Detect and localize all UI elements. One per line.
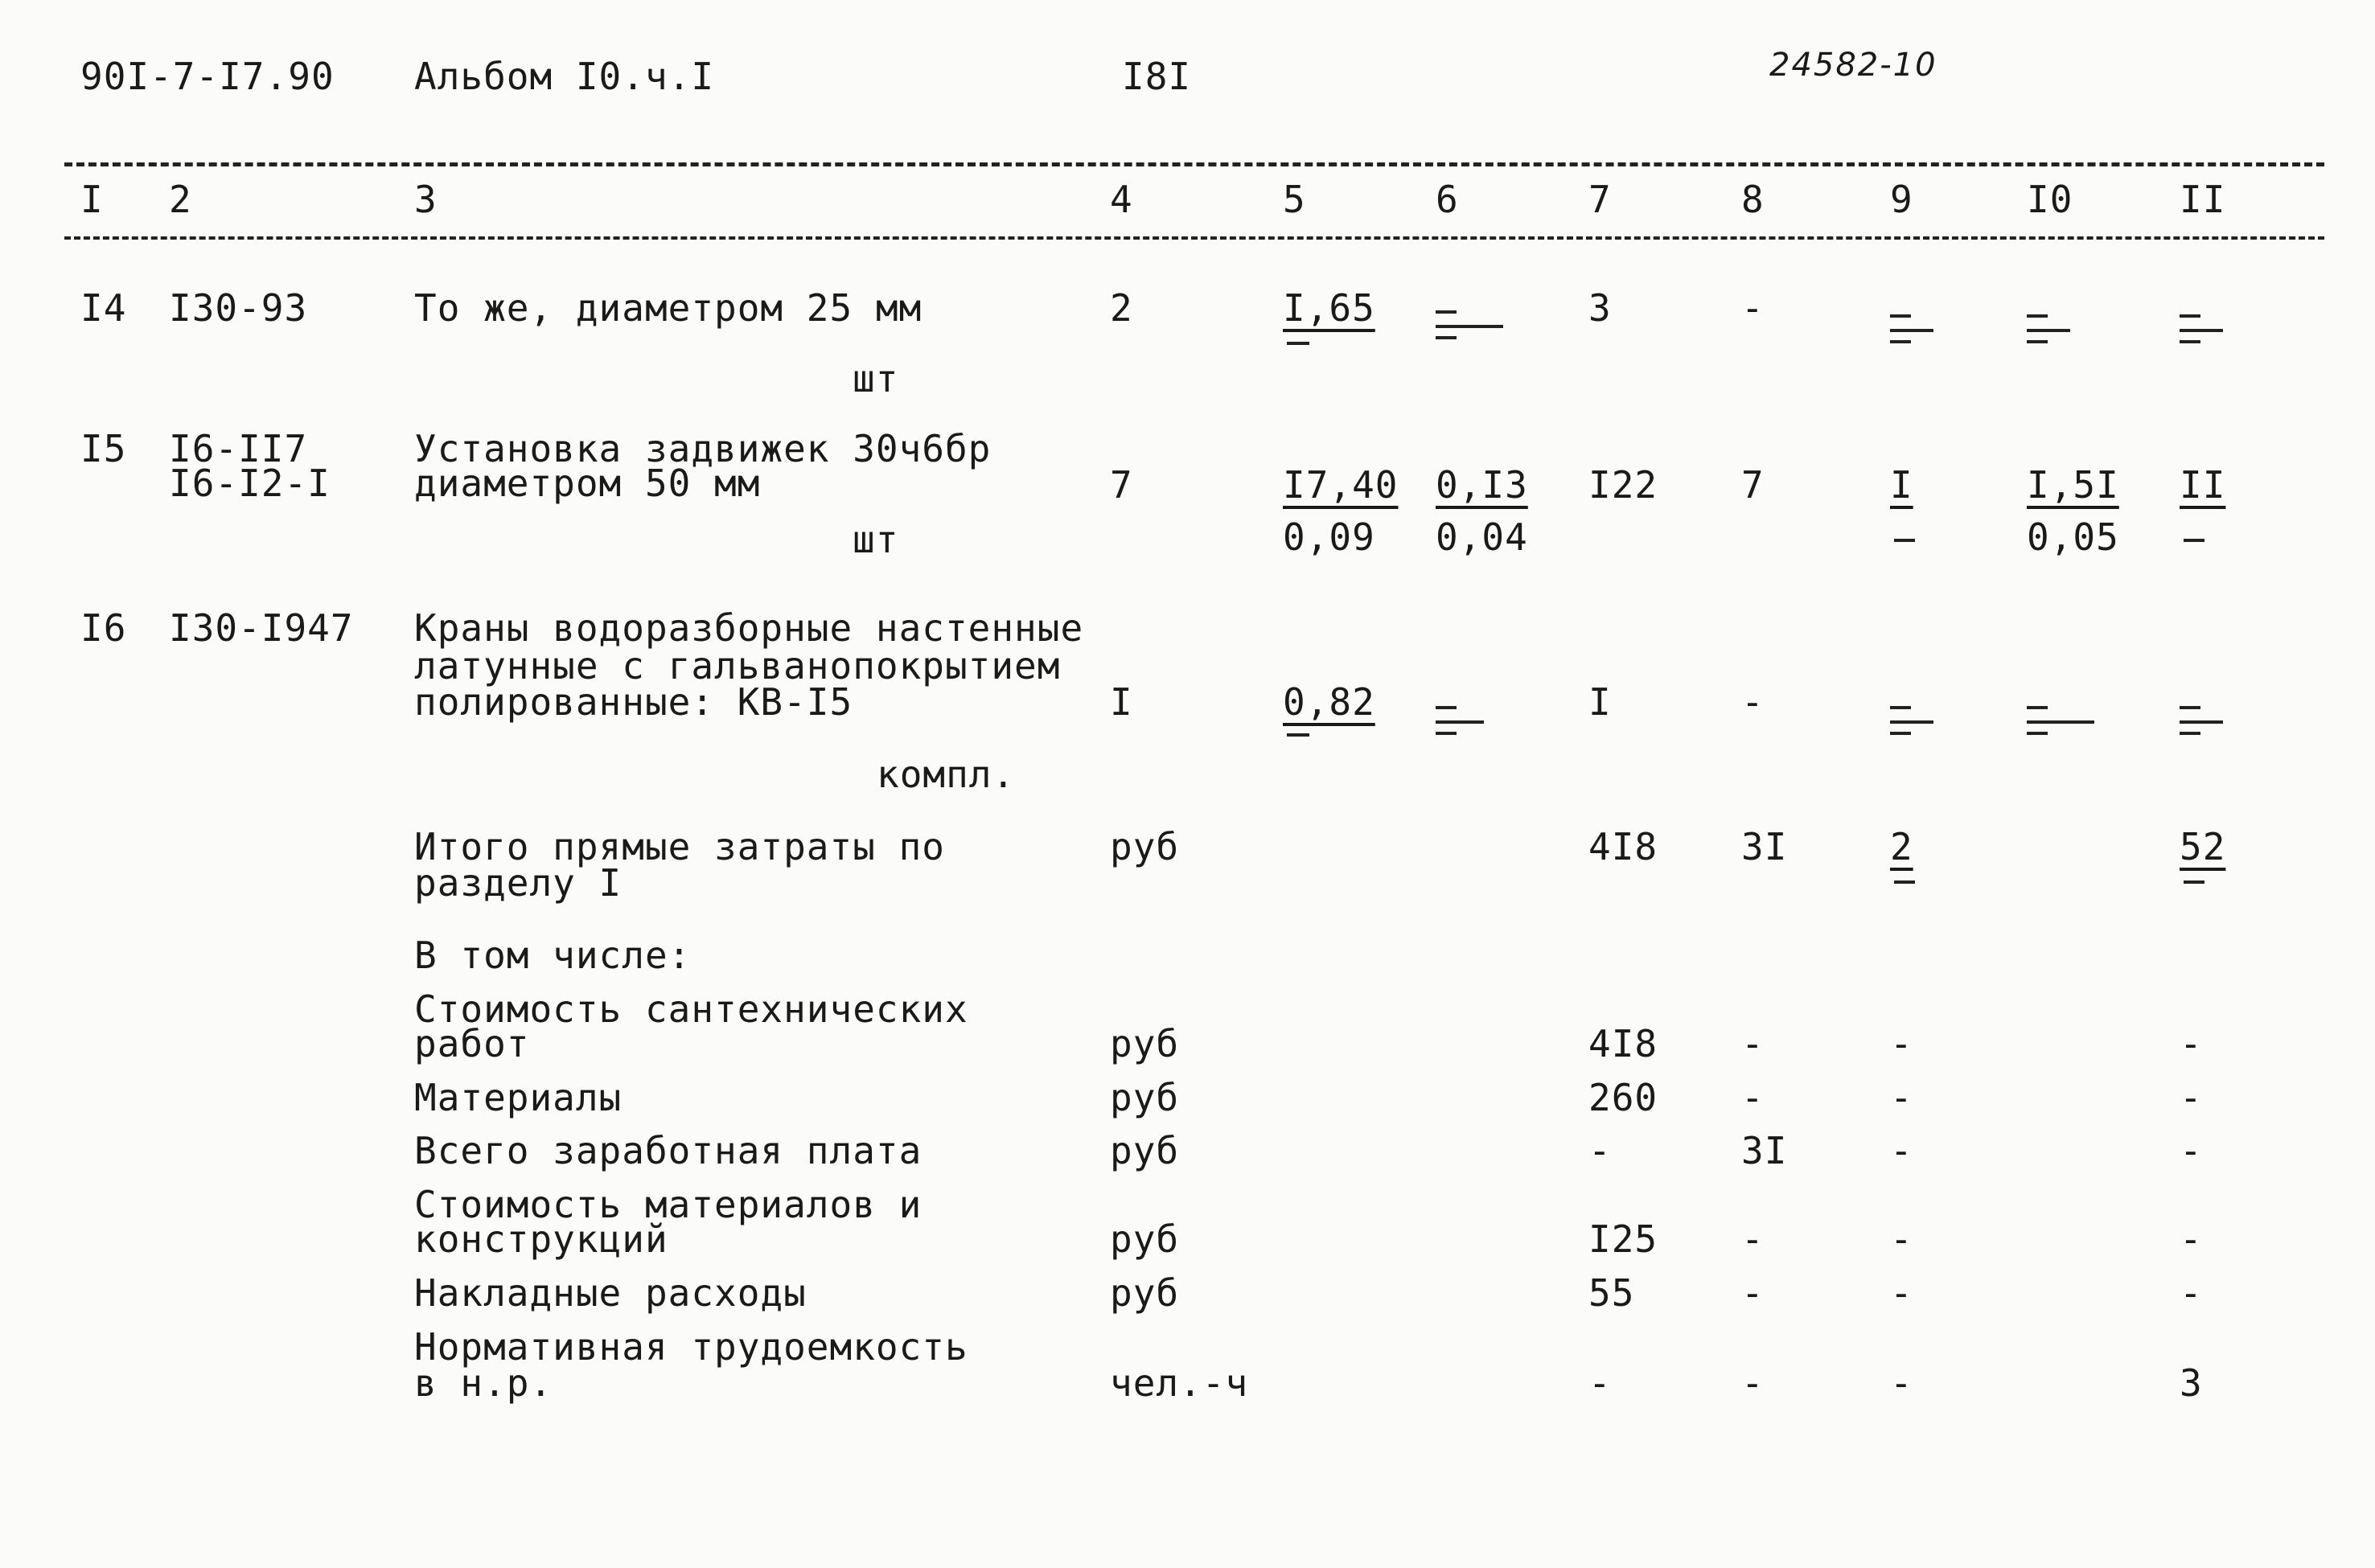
- totals-col8: 3I: [1741, 825, 1788, 868]
- totals-col11: 52: [2180, 825, 2226, 868]
- row15-col8: 7: [1741, 463, 1765, 507]
- breakdown-item-unit: чел.-ч: [1110, 1361, 1249, 1405]
- row15-col5-sub: 0,09: [1283, 515, 1375, 559]
- breakdown-item-col11: -: [2180, 1022, 2203, 1065]
- breakdown-item-unit: руб: [1110, 1217, 1180, 1261]
- breakdown-item-col9: -: [1890, 1076, 1913, 1119]
- col-header-4: 4: [1110, 178, 1133, 221]
- breakdown-item-col9: -: [1890, 1217, 1913, 1261]
- doc-code: 90I-7-I7.90: [80, 55, 335, 98]
- col-header-7: 7: [1588, 178, 1612, 221]
- row15-col6-sub: 0,04: [1436, 515, 1528, 559]
- breakdown-item-col7: I25: [1588, 1217, 1658, 1261]
- row16-col8: -: [1741, 680, 1765, 724]
- breakdown-item-col9: -: [1890, 1129, 1913, 1172]
- breakdown-item-col8: -: [1741, 1271, 1765, 1315]
- row15-code-1: I6-II7: [169, 427, 308, 470]
- row16-col5-sub-dash: [1287, 733, 1309, 737]
- row14-col11-dash: [2180, 310, 2236, 342]
- row15-name-1: Установка задвижек 30ч6бр: [414, 427, 992, 470]
- breakdown-item-col9: -: [1890, 1022, 1913, 1065]
- col-header-1: I: [80, 178, 104, 221]
- breakdown-item-label: Стоимость материалов и: [414, 1183, 922, 1226]
- col-header-3: 3: [414, 178, 438, 221]
- row15-col7: I22: [1588, 463, 1658, 507]
- breakdown-item-unit: руб: [1110, 1076, 1180, 1119]
- col-header-8: 8: [1741, 178, 1765, 221]
- totals-col7: 4I8: [1588, 825, 1658, 868]
- col-header-6: 6: [1436, 178, 1459, 221]
- row15-col4: 7: [1110, 463, 1133, 507]
- breakdown-item-label: Накладные расходы: [414, 1271, 807, 1315]
- col-header-10: I0: [2027, 178, 2073, 221]
- handwritten-number: 24582-10: [1769, 47, 1937, 84]
- breakdown-item-col11: -: [2180, 1217, 2203, 1261]
- col-header-9: 9: [1890, 178, 1913, 221]
- breakdown-intro: В том числе:: [414, 934, 692, 977]
- row14-col5-sub-dash: [1287, 342, 1309, 345]
- breakdown-item-col7: -: [1588, 1361, 1612, 1405]
- row15-col11: II: [2180, 463, 2226, 507]
- breakdown-item-col8: -: [1741, 1076, 1765, 1119]
- row15-col10: I,5I: [2027, 463, 2119, 507]
- row14-col7: 3: [1588, 286, 1612, 330]
- row15-col11-sub-dash: [2184, 539, 2204, 542]
- breakdown-item-label-cont: работ: [414, 1022, 530, 1065]
- breakdown-item-col8: -: [1741, 1361, 1765, 1405]
- totals-col9: 2: [1890, 825, 1913, 868]
- row16-col10-dash: [2027, 701, 2083, 733]
- breakdown-item-col11: 3: [2180, 1361, 2203, 1405]
- row16-col7: I: [1588, 680, 1612, 724]
- row15-col9-sub-dash: [1894, 539, 1915, 542]
- row16-col4: I: [1110, 680, 1133, 724]
- breakdown-item-label: Материалы: [414, 1076, 623, 1119]
- row14-col6-dash: [1436, 306, 1492, 338]
- row15-col5: I7,40: [1283, 463, 1399, 507]
- header-top-rule: [64, 162, 2324, 166]
- breakdown-item-label-cont: конструкций: [414, 1217, 668, 1261]
- col-header-5: 5: [1283, 178, 1306, 221]
- row16-col5: 0,82: [1283, 680, 1375, 724]
- row15-number: I5: [80, 427, 127, 470]
- breakdown-item-col7: 4I8: [1588, 1022, 1658, 1065]
- row15-col6: 0,I3: [1436, 463, 1528, 507]
- breakdown-item-label-cont: в н.р.: [414, 1361, 553, 1405]
- row14-number: I4: [80, 286, 127, 330]
- breakdown-item-col8: -: [1741, 1022, 1765, 1065]
- breakdown-item-col11: -: [2180, 1076, 2203, 1119]
- breakdown-item-col7: 260: [1588, 1076, 1658, 1119]
- row16-col6-dash: [1436, 701, 1492, 733]
- breakdown-item-col9: -: [1890, 1361, 1913, 1405]
- breakdown-item-col7: 55: [1588, 1271, 1635, 1315]
- row16-name-2: латунные с гальванопокрытием: [414, 644, 1061, 688]
- row14-col8: -: [1741, 286, 1765, 330]
- row14-name: То же, диаметром 25 мм: [414, 286, 922, 330]
- row15-col10-sub: 0,05: [2027, 515, 2119, 559]
- breakdown-item-unit: руб: [1110, 1022, 1180, 1065]
- row16-col9-dash: [1890, 701, 1946, 733]
- totals-col9-sub-dash: [1894, 880, 1915, 884]
- breakdown-item-col11: -: [2180, 1129, 2203, 1172]
- breakdown-item-col7: -: [1588, 1129, 1612, 1172]
- row16-col11-dash: [2180, 701, 2236, 733]
- row14-code: I30-93: [169, 286, 308, 330]
- breakdown-item-unit: руб: [1110, 1129, 1180, 1172]
- row15-col9: I: [1890, 463, 1913, 507]
- row14-col5: I,65: [1283, 286, 1375, 330]
- row15-code-2: I6-I2-I: [169, 462, 331, 505]
- row15-unit: шт: [853, 518, 899, 561]
- row16-unit: компл.: [877, 753, 1016, 796]
- header-bottom-rule: [64, 236, 2324, 240]
- totals-col11-sub-dash: [2184, 880, 2204, 884]
- breakdown-item-label: Стоимость сантехнических: [414, 987, 968, 1031]
- row16-code: I30-I947: [169, 606, 354, 650]
- breakdown-item-col8: 3I: [1741, 1129, 1788, 1172]
- breakdown-item-label: Всего заработная плата: [414, 1129, 922, 1172]
- row14-col10-dash: [2027, 310, 2083, 342]
- row16-name-1: Краны водоразборные настенные: [414, 606, 1084, 650]
- breakdown-item-unit: руб: [1110, 1271, 1180, 1315]
- row16-number: I6: [80, 606, 127, 650]
- row14-unit: шт: [853, 357, 899, 400]
- row16-name-3: полированные: КВ-I5: [414, 680, 853, 724]
- col-header-11: II: [2180, 178, 2226, 221]
- totals-label-2: разделу I: [414, 861, 623, 905]
- row14-col9-dash: [1890, 310, 1946, 342]
- row15-name-2: диаметром 50 мм: [414, 462, 761, 505]
- col-header-2: 2: [169, 178, 192, 221]
- totals-unit: руб: [1110, 825, 1180, 868]
- page-number: I8I: [1122, 55, 1192, 98]
- album-label: Альбом I0.ч.I: [414, 55, 715, 98]
- totals-label-1: Итого прямые затраты по: [414, 825, 945, 868]
- breakdown-item-label: Нормативная трудоемкость: [414, 1325, 968, 1369]
- row14-col4: 2: [1110, 286, 1133, 330]
- breakdown-item-col9: -: [1890, 1271, 1913, 1315]
- breakdown-item-col11: -: [2180, 1271, 2203, 1315]
- breakdown-item-col8: -: [1741, 1217, 1765, 1261]
